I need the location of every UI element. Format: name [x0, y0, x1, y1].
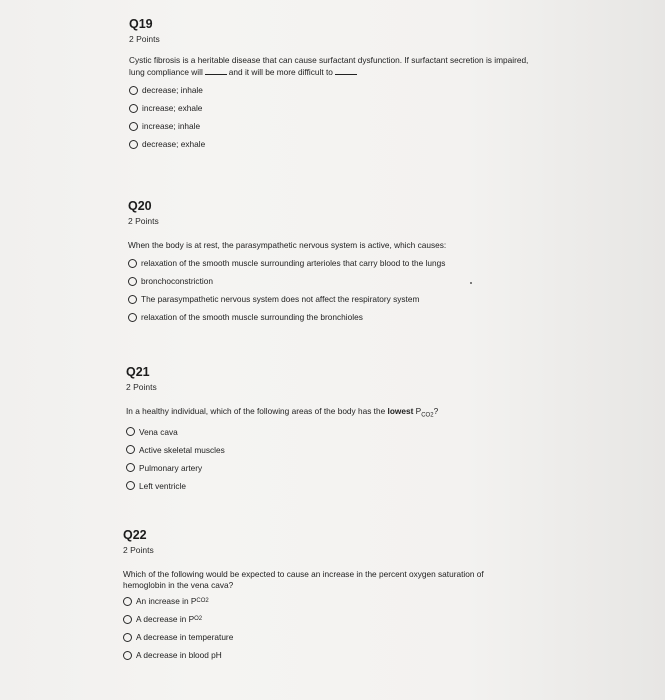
question-text-subscript: CO — [421, 412, 431, 419]
answer-options — [128, 254, 528, 326]
answer-option[interactable] — [123, 610, 523, 628]
radio-button-icon[interactable] — [128, 313, 137, 322]
option-subscript: 2 — [198, 616, 203, 622]
option-label: A decrease in P — [136, 614, 195, 624]
answer-options — [123, 592, 523, 664]
option-label: A decrease in temperature — [136, 632, 234, 642]
radio-button-icon[interactable] — [126, 463, 135, 472]
answer-option[interactable] — [128, 272, 528, 290]
radio-button-icon[interactable] — [123, 651, 132, 660]
answer-option[interactable] — [129, 99, 539, 117]
radio-button-icon[interactable] — [123, 597, 132, 606]
answer-option[interactable] — [126, 459, 526, 477]
option-label: Active skeletal muscles — [139, 444, 225, 455]
option-label: The parasympathetic nervous system does not affect the respiratory system — [141, 294, 420, 304]
option-label: bronchoconstriction — [141, 276, 213, 286]
radio-button-icon[interactable] — [126, 445, 135, 454]
answer-option[interactable] — [126, 423, 526, 441]
answer-blank — [205, 66, 227, 75]
option-label: relaxation of the smooth muscle surrounding arterioles that carry blood to the lungs — [141, 258, 446, 268]
question-points: 2 Points — [126, 382, 157, 392]
stray-dot — [470, 282, 472, 284]
option-label: A decrease in blood pH — [136, 650, 222, 660]
question-points: 2 Points — [129, 34, 160, 44]
option-label: Left ventricle — [139, 480, 187, 491]
question-points: 2 Points — [128, 216, 159, 226]
answer-option[interactable] — [129, 81, 539, 99]
option-subscript: CO — [196, 598, 206, 604]
radio-button-icon[interactable] — [129, 140, 138, 149]
question-text-part1: Cystic fibrosis is a heritable disease that can cause surfactant dysfunction. If surfactant secretion is impaired, lung compliance will — [129, 55, 529, 77]
question-text-subscript: 2 — [430, 412, 434, 419]
question-19 — [129, 16, 539, 153]
answer-blank — [335, 66, 357, 75]
question-text: When the body is at rest, the parasympathetic nervous system is active, which causes: — [128, 240, 447, 250]
option-label: Pulmonary artery — [139, 462, 203, 473]
answer-option[interactable] — [126, 477, 526, 495]
question-title: Q20 — [128, 199, 152, 213]
answer-option[interactable] — [128, 290, 528, 308]
question-21 — [126, 364, 526, 495]
question-20 — [128, 198, 528, 326]
question-text-symbol: P — [415, 406, 422, 416]
answer-option[interactable] — [129, 117, 539, 135]
option-subscript: O — [194, 616, 199, 622]
radio-button-icon[interactable] — [126, 427, 135, 436]
radio-button-icon[interactable] — [128, 259, 137, 268]
radio-button-icon[interactable] — [123, 633, 132, 642]
question-title: Q21 — [126, 365, 150, 379]
option-label: relaxation of the smooth muscle surrounding the bronchioles — [141, 312, 363, 322]
option-label: An increase in P — [136, 596, 197, 606]
answer-options — [129, 81, 539, 153]
radio-button-icon[interactable] — [126, 481, 135, 490]
option-label: Vena cava — [139, 426, 178, 437]
option-label: decrease; inhale — [142, 85, 203, 95]
answer-option[interactable] — [123, 592, 523, 610]
question-text-end: ? — [433, 406, 439, 416]
question-text — [129, 55, 539, 78]
option-label: increase; exhale — [142, 103, 203, 113]
question-text-emphasis: lowest — [387, 406, 414, 416]
radio-button-icon[interactable] — [129, 122, 138, 131]
answer-options — [126, 423, 526, 495]
radio-button-icon[interactable] — [129, 104, 138, 113]
radio-button-icon[interactable] — [128, 277, 137, 286]
question-title: Q22 — [123, 528, 147, 542]
answer-option[interactable] — [126, 441, 526, 459]
question-title: Q19 — [129, 17, 153, 31]
option-subscript: 2 — [205, 598, 209, 604]
question-text — [126, 406, 526, 422]
answer-option[interactable] — [123, 628, 523, 646]
radio-button-icon[interactable] — [129, 86, 138, 95]
question-text-part: In a healthy individual, which of the following areas of the body has the — [126, 406, 386, 416]
answer-option[interactable] — [128, 308, 528, 326]
option-label: increase; inhale — [142, 121, 201, 131]
question-text-part2: and it will be more difficult to — [228, 67, 333, 77]
question-22 — [123, 527, 523, 664]
question-text: Which of the following would be expected to cause an increase in the percent oxygen saturation of hemoglobin in the vena cava? — [123, 569, 484, 590]
answer-option[interactable] — [128, 254, 528, 272]
radio-button-icon[interactable] — [128, 295, 137, 304]
option-label: decrease; exhale — [142, 139, 206, 149]
answer-option[interactable] — [123, 646, 523, 664]
question-points: 2 Points — [123, 545, 154, 555]
radio-button-icon[interactable] — [123, 615, 132, 624]
answer-option[interactable] — [129, 135, 539, 153]
